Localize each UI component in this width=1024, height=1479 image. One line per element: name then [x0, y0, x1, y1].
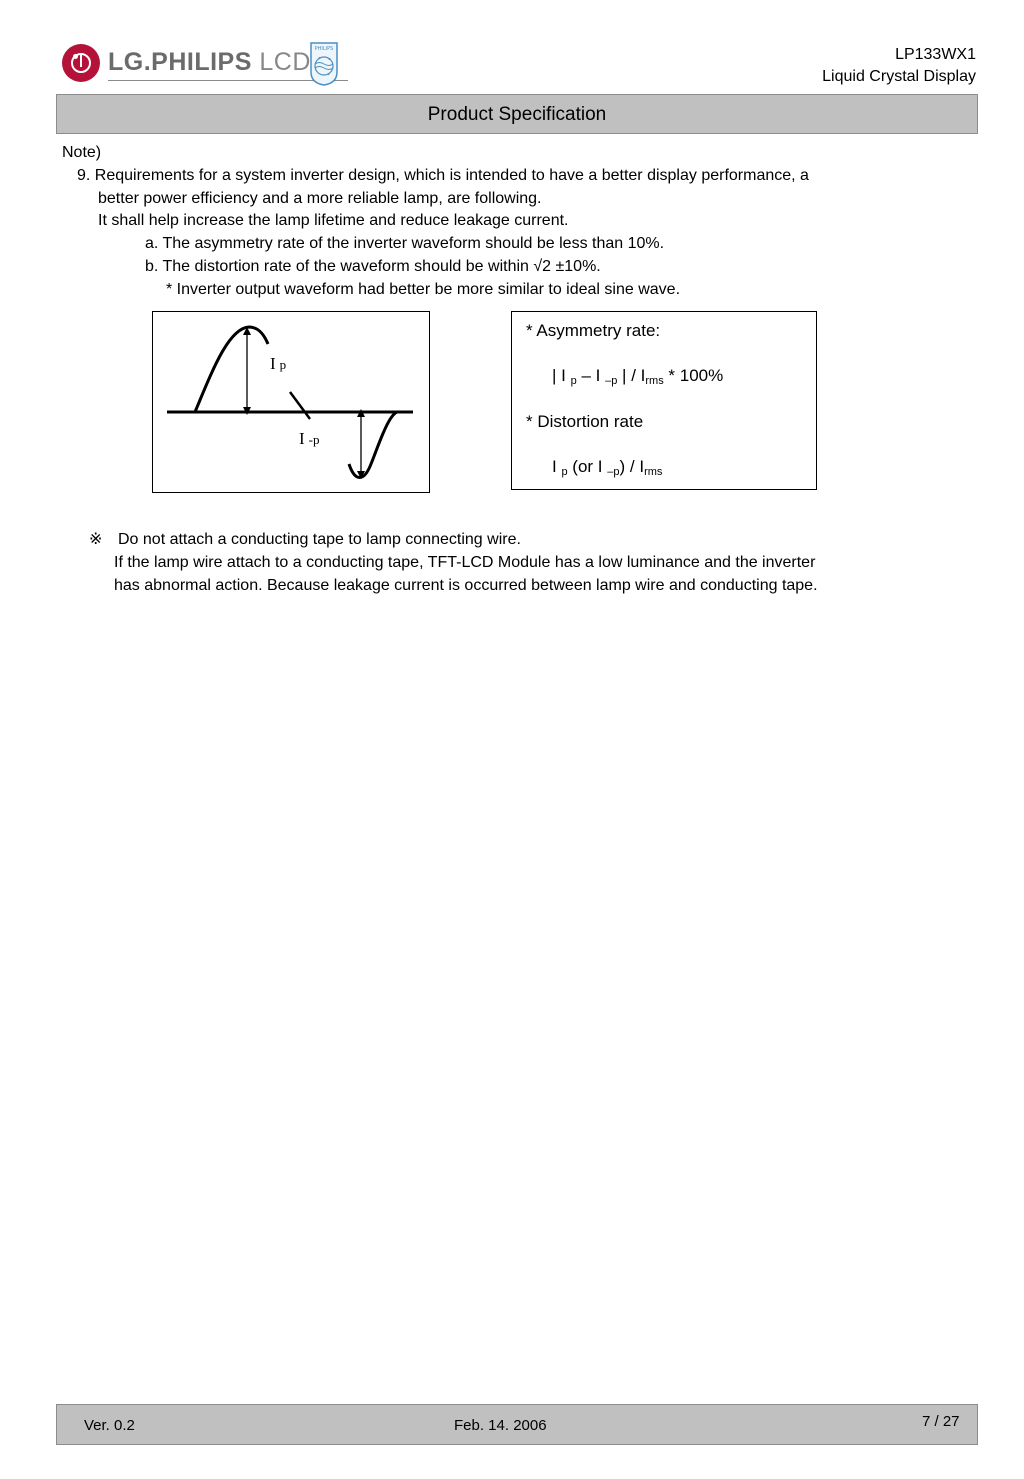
title-bar [56, 94, 978, 134]
lg-face-icon [62, 44, 100, 82]
item-b: b. The distortion rate of the waveform should be within √2 ±10%. [145, 258, 601, 275]
item9-line3: It shall help increase the lamp lifetime and reduce leakage current. [98, 212, 569, 229]
note-label: Note) [62, 144, 102, 161]
document-header-info [822, 44, 976, 88]
page-title: Product Specification [427, 104, 607, 125]
ip-label: I p [270, 354, 287, 373]
warning-line1: Do not attach a conducting tape to lamp connecting wire. [118, 531, 521, 548]
item-a: a. The asymmetry rate of the inverter waveform should be less than 10%. [145, 235, 665, 252]
version-label: Ver. 0.2 [84, 1417, 135, 1434]
distortion-formula: I $_p$ (or I $_{-p}) / I_{rms}$ [552, 457, 663, 478]
positive-half-wave [195, 327, 268, 412]
asymmetry-formula: | I $_p$ – I $_{-p}$ | / $I_{rms} * 100\%$ [552, 366, 724, 387]
negative-half-wave [349, 412, 397, 478]
footer-bar [56, 1404, 978, 1445]
item-star-note: * Inverter output waveform had better be more similar to ideal sine wave. [166, 281, 681, 298]
formula-box [511, 311, 817, 490]
warning-line2: If the lamp wire attach to a conducting tape, TFT-LCD Module has a low luminance and the inverter [114, 554, 816, 571]
falling-wave-segment [290, 392, 310, 419]
product-type: Liquid Crystal Display [822, 68, 976, 85]
asymmetry-title: * Asymmetry rate: [526, 321, 661, 340]
date-label: Feb. 14. 2006 [454, 1417, 547, 1434]
distortion-title: * Distortion rate [526, 412, 644, 431]
warning-line3: has abnormal action. Because leakage current is occurred between lamp wire and conducting tape. [114, 577, 818, 594]
warning-mark: ※ [89, 531, 103, 548]
inp-label: I -p [299, 429, 320, 448]
page-number: 7 / 27 [922, 1413, 960, 1430]
company-logo [62, 42, 342, 90]
item9-line2: better power efficiency and a more reliable lamp, are following. [98, 190, 542, 207]
waveform-diagram [152, 311, 430, 493]
philips-shield-icon [310, 42, 338, 86]
model-number: LP133WX1 [895, 46, 976, 63]
logo-text: LG.PHILIPS LCD [108, 48, 311, 76]
svg-text:PHILIPS: PHILIPS [314, 46, 334, 52]
item9-line1: 9. Requirements for a system inverter design, which is intended to have a better display performance, a [77, 167, 809, 184]
